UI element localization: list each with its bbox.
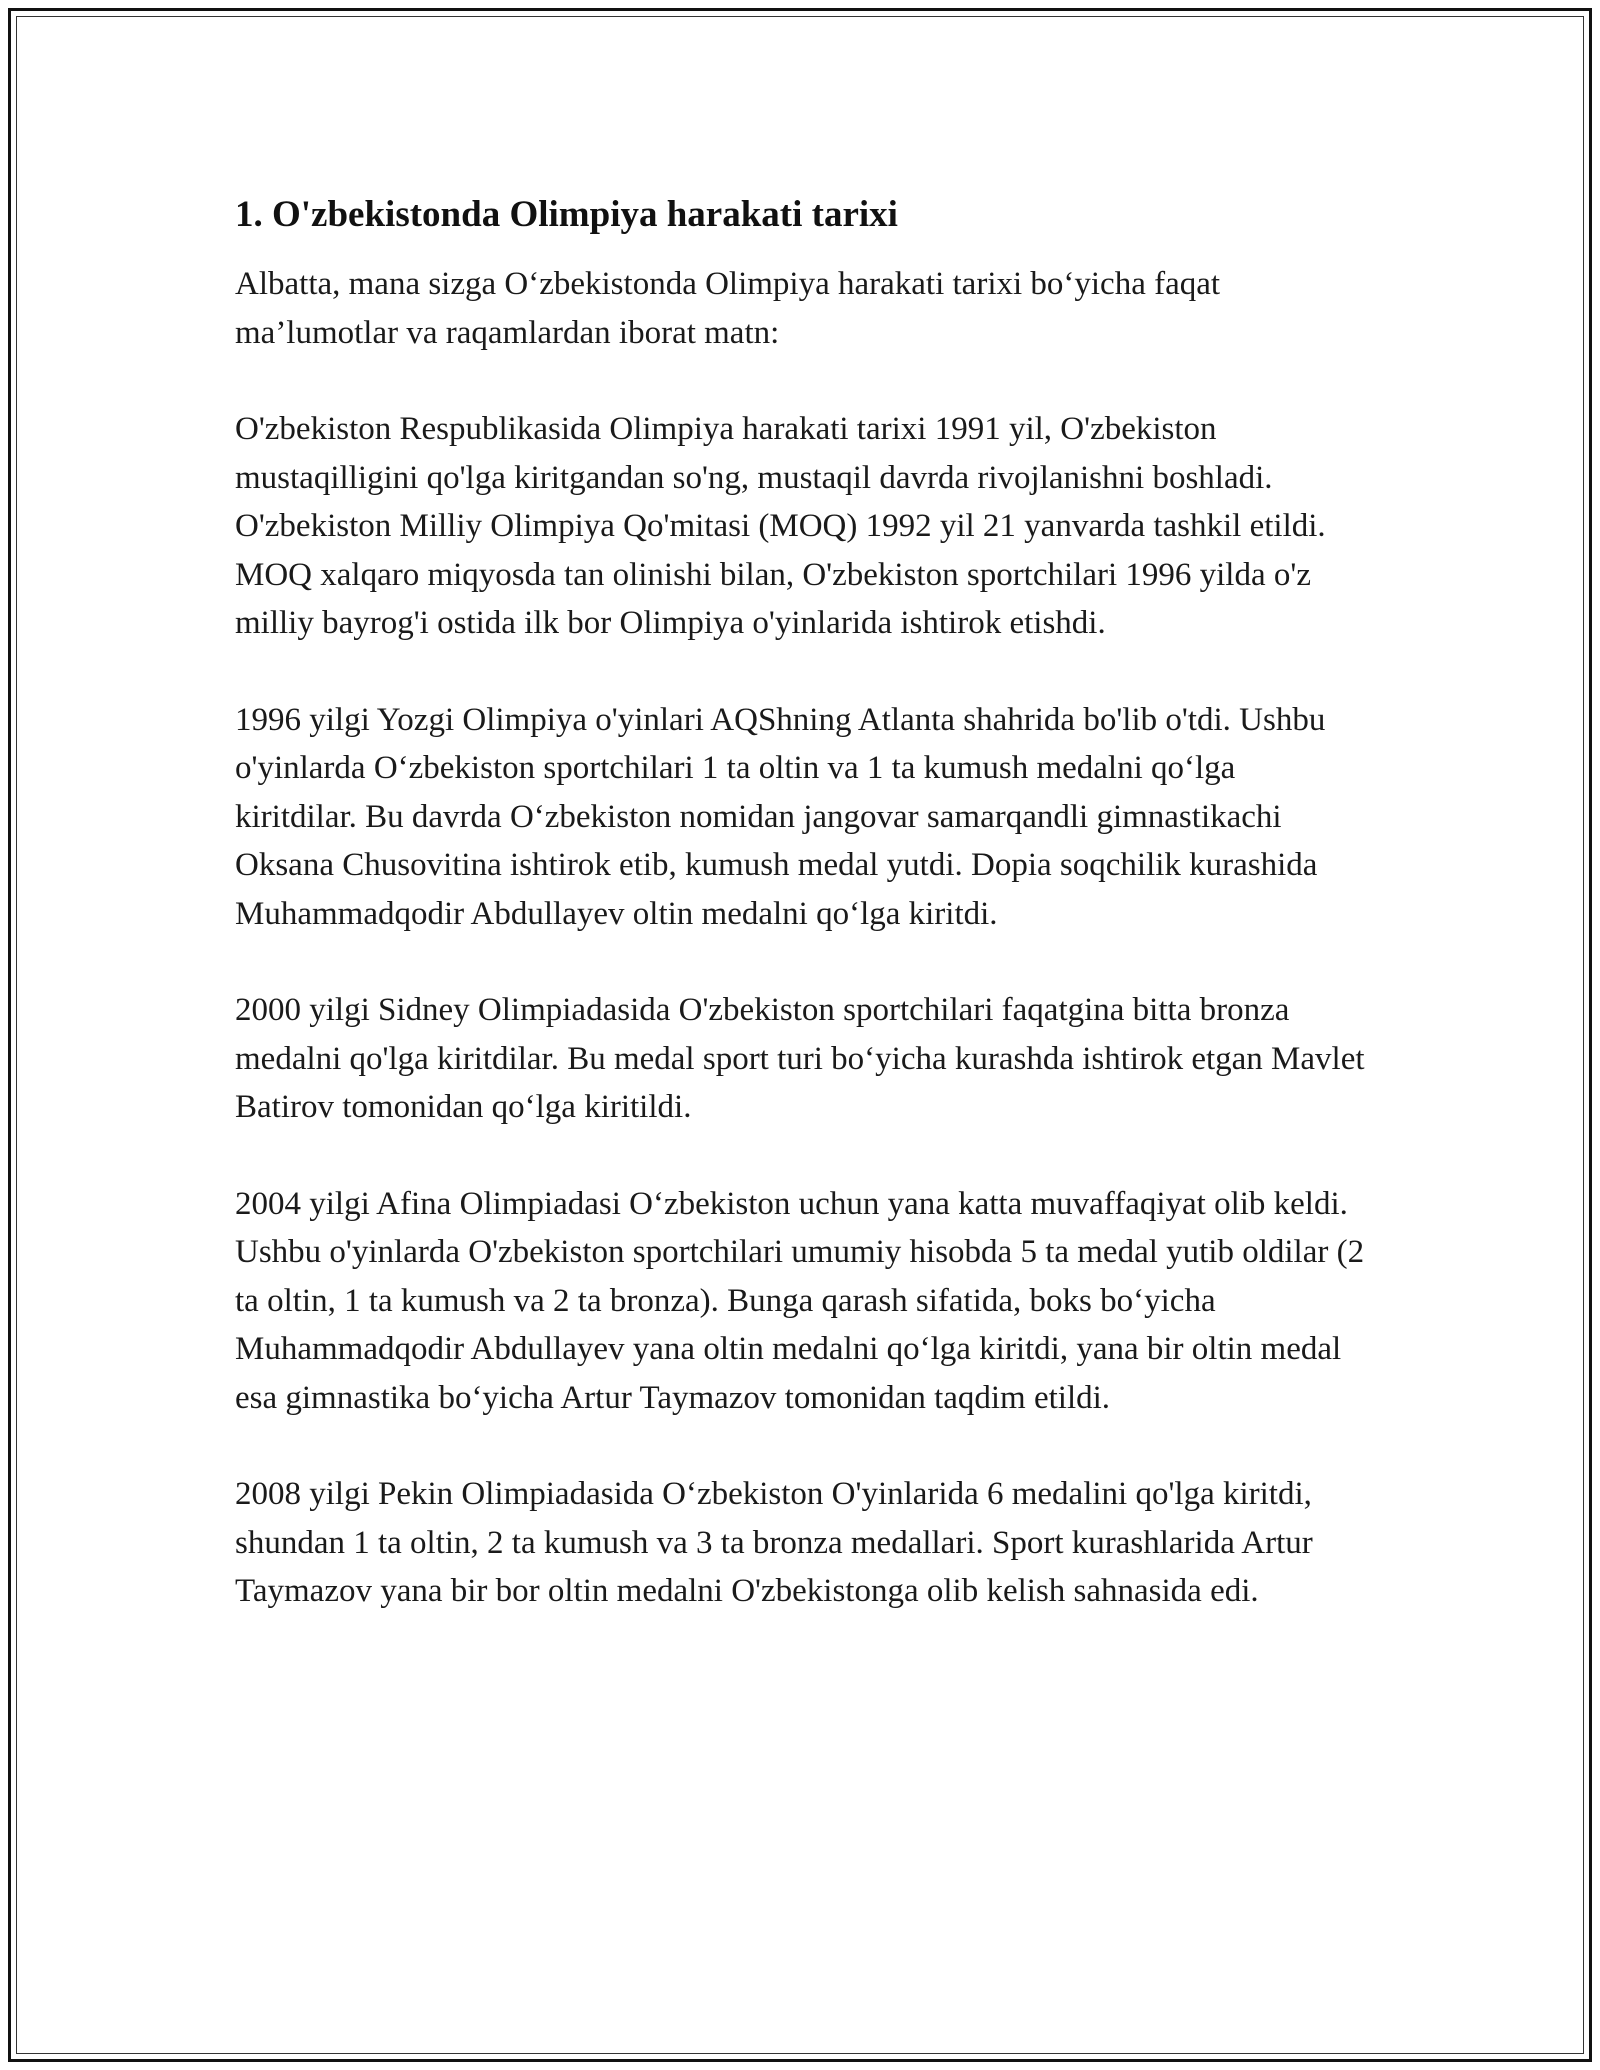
- section-heading: 1. O'zbekistonda Olimpiya harakati tarixi: [235, 194, 898, 235]
- paragraph-beijing-2008: 2008 yilgi Pekin Olimpiadasida O‘zbekiston O'yinlarida 6 medalini qo'lga kiritdi, shundan 1 ta oltin, 2 ta kumush va 3 ta bronza medallari. Sport kurashlarida Artur Taymazov yana bir bor oltin medalni O'zbekistonga olib kelish sahnasida edi.: [235, 1476, 1313, 1609]
- document-body: [235, 190, 1365, 1664]
- paragraph-sydney-2000: 2000 yilgi Sidney Olimpiadasida O'zbekiston sportchilari faqatgina bitta bronza medalni qo'lga kiritdilar. Bu medal sport turi bo‘yicha kurashda ishtirok etgan Mavlet Batirov tomonidan qo‘lga kiritildi.: [235, 992, 1365, 1125]
- paragraph-athens-2004: 2004 yilgi Afina Olimpiadasi O‘zbekiston uchun yana katta muvaffaqiyat olib keldi. Ushbu o'yinlarda O'zbekiston sportchilari umumiy hisobda 5 ta medal yutib oldilar (2 ta oltin, 1 ta kumush va 2 ta bronza). Bunga qarash sifatida, boks bo‘yicha Muhammadqodir Abdullayev yana oltin medalni qo‘lga kiritdi, yana bir oltin medal esa gimnastika bo‘yicha Artur Taymazov tomonidan taqdim etildi.: [235, 1185, 1365, 1416]
- intro-paragraph: Albatta, mana sizga O‘zbekistonda Olimpiya harakati tarixi bo‘yicha faqat ma’lumotlar va raqamlardan iborat matn:: [235, 266, 1221, 351]
- paragraph-history-1991: O'zbekiston Respublikasida Olimpiya harakati tarixi 1991 yil, O'zbekiston mustaqilligini qo'lga kiritgandan so'ng, mustaqil davrda rivojlanishni boshladi. O'zbekiston Milliy Olimpiya Qo'mitasi (MOQ) 1992 yil 21 yanvarda tashkil etildi. MOQ xalqaro miqyosda tan olinishi bilan, O'zbekiston sportchilari 1996 yilda o'z milliy bayrog'i ostida ilk bor Olimpiya o'yinlarida ishtirok etishdi.: [235, 411, 1326, 641]
- paragraph-atlanta-1996: 1996 yilgi Yozgi Olimpiya o'yinlari AQShning Atlanta shahrida bo'lib o'tdi. Ushbu o'yinlarda O‘zbekiston sportchilari 1 ta oltin va 1 ta kumush medalni qo‘lga kiritdilar. Bu davrda O‘zbekiston nomidan jangovar samarqandli gimnastikachi Oksana Chusovitina ishtirok etib, kumush medal yutdi. Dopia soqchilik kurashida Muhammadqodir Abdullayev oltin medalni qo‘lga kiritdi.: [235, 701, 1326, 932]
